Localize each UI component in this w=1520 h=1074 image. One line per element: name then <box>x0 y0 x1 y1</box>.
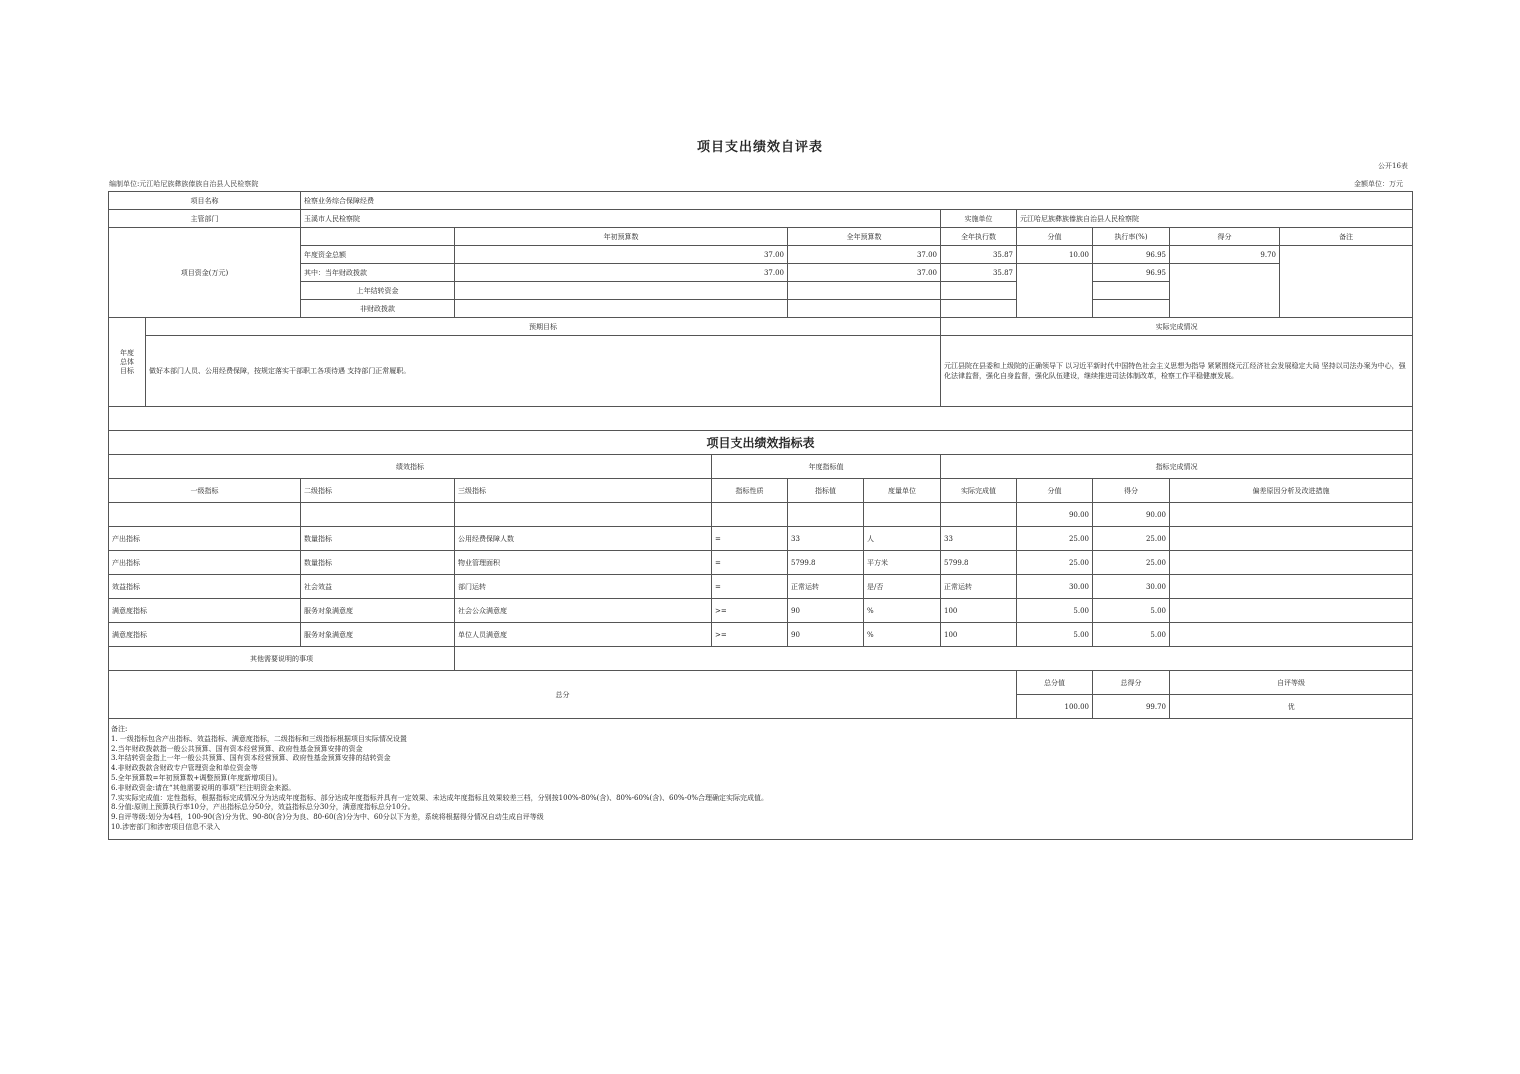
funds-initial: 37.00 <box>455 264 788 282</box>
indicator-unit: 人 <box>864 527 941 551</box>
col-header-l1: 一级指标 <box>109 479 301 503</box>
note-item: 4.非财政拨款含财政专户管理资金和单位资金等 <box>111 764 258 773</box>
expected-goal: 做好本部门人员、公用经费保障，按规定落实干部职工各项待遇 支持部门正常履职。 <box>146 336 941 407</box>
funds-row-label: 年度资金总额 <box>301 246 455 264</box>
funds-row-label: 非财政拨款 <box>301 300 455 318</box>
total-score-label: 总得分 <box>1093 671 1170 695</box>
subtotal-score: 90.00 <box>1093 503 1170 527</box>
table-row <box>109 527 1413 551</box>
indicator-l2: 数量指标 <box>301 551 455 575</box>
indicator-nature: = <box>712 575 788 599</box>
indicator-target: 90 <box>788 599 864 623</box>
goals-row-label: 年度 总体 目标 <box>109 318 146 407</box>
indicator-unit: 是/否 <box>864 575 941 599</box>
indicator-target: 5799.8 <box>788 551 864 575</box>
col-header-value: 分值 <box>1017 479 1093 503</box>
col-header-target: 指标值 <box>788 479 864 503</box>
actual-result: 元江县院在县委和上级院的正确领导下 以习近平新时代中国特色社会主义思想为指导 紧紧围绕元江经济社会发展稳定大局 坚持以司法办案为中心，强化法律监督，强化自身监督，强化队伍建设，继续推进司法体制改革，检察工作平稳健康发展。 <box>941 336 1413 407</box>
note-item: 3.年结转资金指上一年一般公共预算、国有资本经营预算、政府性基金预算安排的结转资金 <box>111 754 391 763</box>
total-label: 总分 <box>109 671 1017 719</box>
indicator-nature: >= <box>712 599 788 623</box>
spacer-row <box>109 407 1413 431</box>
table-row <box>109 599 1413 623</box>
indicator-nature: = <box>712 527 788 551</box>
indicator-l1: 满意度指标 <box>109 623 301 647</box>
project-name-label: 项目名称 <box>109 192 301 210</box>
indicator-l3: 公用经费保障人数 <box>455 527 712 551</box>
grade-value: 优 <box>1170 695 1413 719</box>
table-row <box>109 575 1413 599</box>
indicator-unit: % <box>864 599 941 623</box>
funds-score-value: 10.00 <box>1017 246 1093 264</box>
indicator-l2: 社会效益 <box>301 575 455 599</box>
indicator-nature: = <box>712 551 788 575</box>
indicator-l1: 效益指标 <box>109 575 301 599</box>
indicator-value: 25.00 <box>1017 527 1093 551</box>
notes-title: 备注: <box>111 725 128 733</box>
funds-header-remark: 备注 <box>1280 228 1413 246</box>
col-header-l2: 二级指标 <box>301 479 455 503</box>
group-header-indicators: 绩效指标 <box>109 455 712 479</box>
funds-header-initial: 年初预算数 <box>455 228 788 246</box>
project-name: 检察业务综合保障经费 <box>301 192 1413 210</box>
funds-remark <box>1280 246 1413 318</box>
other-matters-label: 其他需要说明的事项 <box>109 647 455 671</box>
funds-exec: 35.87 <box>941 246 1017 264</box>
total-value-label: 总分值 <box>1017 671 1093 695</box>
indicator-l3: 物业管理面积 <box>455 551 712 575</box>
indicator-target: 正常运转 <box>788 575 864 599</box>
indicator-unit: % <box>864 623 941 647</box>
note-item: 1. 一级指标包含产出指标、效益指标、满意度指标，二级指标和三级指标根据项目实际情况设置 <box>111 734 407 743</box>
funds-score-merged <box>1170 264 1280 318</box>
total-value: 100.00 <box>1017 695 1093 719</box>
indicator-l2: 服务对象满意度 <box>301 599 455 623</box>
indicator-l2: 数量指标 <box>301 527 455 551</box>
dept-value: 玉溪市人民检察院 <box>301 210 941 228</box>
funds-header-full: 全年预算数 <box>788 228 941 246</box>
impl-label: 实施单位 <box>941 210 1017 228</box>
funds-full: 37.00 <box>788 246 941 264</box>
notes <box>109 719 1413 840</box>
compiling-unit: 编制单位:元江哈尼族彝族傣族自治县人民检察院 <box>109 180 259 188</box>
indicator-score: 5.00 <box>1093 599 1170 623</box>
note-item: 6.非财政资金:请在“其他需要说明的事项”栏注明资金来源。 <box>111 783 296 792</box>
indicator-unit: 平方米 <box>864 551 941 575</box>
indicator-actual: 5799.8 <box>941 551 1017 575</box>
col-header-nature: 指标性质 <box>712 479 788 503</box>
indicator-deviation <box>1170 575 1413 599</box>
funds-initial: 37.00 <box>455 246 788 264</box>
indicator-l1: 产出指标 <box>109 527 301 551</box>
funds-label: 项目资金(万元) <box>109 228 301 318</box>
dept-label: 主管部门 <box>109 210 301 228</box>
indicator-score: 25.00 <box>1093 551 1170 575</box>
indicator-l3: 部门运转 <box>455 575 712 599</box>
note-item: 2.当年财政拨款指一般公共预算、国有资本经营预算、政府性基金预算安排的资金 <box>111 744 363 753</box>
grade-label: 自评等级 <box>1170 671 1413 695</box>
funds-rate: 96.95 <box>1093 246 1170 264</box>
note-item: 8.分值:原则上预算执行率10分，产出指标总分50分，效益指标总分30分，满意度指标总分10分。 <box>111 803 415 812</box>
funds-row-label: 上年结转资金 <box>301 282 455 300</box>
impl-value: 元江哈尼族彝族傣族自治县人民检察院 <box>1017 210 1413 228</box>
indicator-nature: >= <box>712 623 788 647</box>
table-row <box>109 623 1413 647</box>
indicator-deviation <box>1170 599 1413 623</box>
funds-exec: 35.87 <box>941 264 1017 282</box>
indicator-deviation <box>1170 551 1413 575</box>
indicator-table-title: 项目支出绩效指标表 <box>109 431 1413 455</box>
indicator-actual: 100 <box>941 599 1017 623</box>
col-header-l3: 三级指标 <box>455 479 712 503</box>
funds-header-score: 得分 <box>1170 228 1280 246</box>
indicator-score: 25.00 <box>1093 527 1170 551</box>
table-number: 公开16表 <box>1378 162 1408 170</box>
funds-full: 37.00 <box>788 264 941 282</box>
note-item: 7.实实际完成值：定性指标，根据指标完成情况分为达成年度指标、部分达成年度指标并具有一定效果、未达成年度指标且效果较差三档，分别按100%-80%(含)、80%-60%(含)、60%-0%合理确定实际完成值。 <box>111 793 769 802</box>
indicator-deviation <box>1170 623 1413 647</box>
actual-result-label: 实际完成情况 <box>941 318 1413 336</box>
note-item: 9.自评等级:划分为4档，100-90(含)分为优、90-80(含)分为良、80-60(含)分为中、60分以下为差，系统将根据得分情况自动生成自评等级 <box>111 813 544 822</box>
col-header-actual: 实际完成值 <box>941 479 1017 503</box>
page-title: 项目支出绩效自评表 <box>696 140 823 155</box>
indicator-l2: 服务对象满意度 <box>301 623 455 647</box>
indicator-target: 33 <box>788 527 864 551</box>
funds-header-exec: 全年执行数 <box>941 228 1017 246</box>
indicator-deviation <box>1170 527 1413 551</box>
table-row <box>109 551 1413 575</box>
funds-score-value-merged <box>1017 264 1093 318</box>
indicator-l3: 单位人员满意度 <box>455 623 712 647</box>
other-matters-value <box>455 647 1413 671</box>
col-header-deviation: 偏差原因分析及改进措施 <box>1170 479 1413 503</box>
note-item: 5.全年预算数=年初预算数+调整预算(年度新增项目)。 <box>111 773 282 782</box>
indicator-actual: 100 <box>941 623 1017 647</box>
amount-unit: 金额单位：万元 <box>1354 180 1403 188</box>
indicator-l3: 社会公众满意度 <box>455 599 712 623</box>
indicator-actual: 33 <box>941 527 1017 551</box>
indicator-l1: 产出指标 <box>109 551 301 575</box>
indicator-value: 30.00 <box>1017 575 1093 599</box>
indicator-value: 5.00 <box>1017 599 1093 623</box>
indicator-l1: 满意度指标 <box>109 599 301 623</box>
funds-rate: 96.95 <box>1093 264 1170 282</box>
indicator-score: 30.00 <box>1093 575 1170 599</box>
group-header-completion: 指标完成情况 <box>941 455 1413 479</box>
total-score: 99.70 <box>1093 695 1170 719</box>
indicator-value: 25.00 <box>1017 551 1093 575</box>
evaluation-table <box>108 191 1413 840</box>
funds-score: 9.70 <box>1170 246 1280 264</box>
col-header-score: 得分 <box>1093 479 1170 503</box>
col-header-unit: 度量单位 <box>864 479 941 503</box>
group-header-annual-value: 年度指标值 <box>712 455 941 479</box>
funds-header-score-value: 分值 <box>1017 228 1093 246</box>
funds-header-rate: 执行率(%) <box>1093 228 1170 246</box>
expected-goal-label: 预期目标 <box>146 318 941 336</box>
indicator-score: 5.00 <box>1093 623 1170 647</box>
indicator-value: 5.00 <box>1017 623 1093 647</box>
funds-row-label: 其中：当年财政拨款 <box>301 264 455 282</box>
indicator-target: 90 <box>788 623 864 647</box>
note-item: 10.涉密部门和涉密项目信息不录入 <box>111 822 221 831</box>
indicator-actual: 正常运转 <box>941 575 1017 599</box>
subtotal-value: 90.00 <box>1017 503 1093 527</box>
